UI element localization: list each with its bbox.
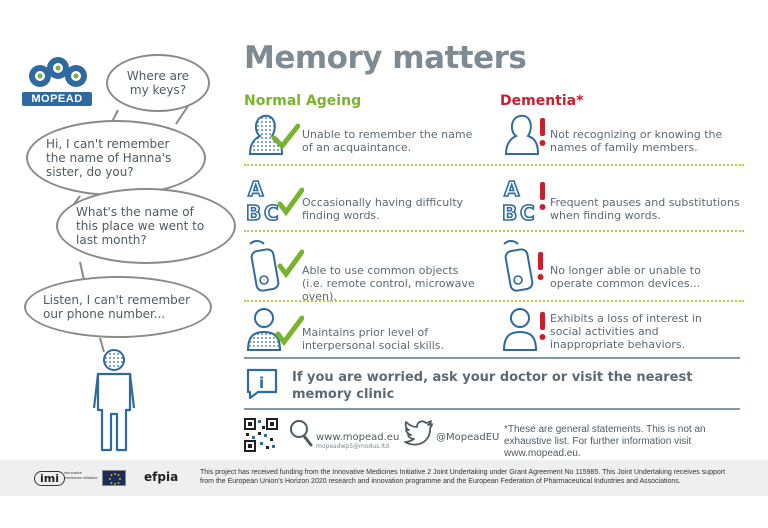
worry-message: If you are worried, ask your doctor or visit the nearest memory clinic (292, 370, 693, 402)
normal-row-1-text: Unable to remember the name of an acquaintance. (302, 128, 473, 154)
svg-text:A: A (248, 177, 264, 201)
social-person-check-icon (244, 304, 304, 352)
svg-text:B: B (246, 201, 262, 224)
email-link[interactable]: mopeadwp5@modus.ltd (316, 443, 390, 450)
banner-bottom-rule (244, 408, 740, 410)
info-bubble-icon (244, 366, 280, 400)
dementia-row-4-text: Exhibits a loss of interest in social activities and inappropriate behaviors. (550, 312, 702, 351)
svg-text:B: B (502, 201, 518, 224)
funding-statement: This project has received funding from the Innovative Medicines Initiative 2 Joint Undertaking under Grant Agreement No 115985. This Joint Undertaking receives support from the European Union's Horizon 2020 research and innovation programme and the European Federation of Pharmaceutical Industries and Associations. (200, 469, 726, 485)
dementia-row-3-text: No longer able or unable to operate common devices... (550, 264, 701, 290)
dementia-heading: Dementia* (500, 93, 584, 109)
row-divider-1 (244, 164, 744, 166)
svg-text:i: i (259, 374, 265, 392)
normal-ageing-heading: Normal Ageing (244, 93, 362, 109)
speech-bubble-2: Hi, I can't remember the name of Hanna's sister, do you? (26, 120, 206, 196)
website-link[interactable]: www.mopead.eu mopeadwp5@modus.ltd (316, 432, 400, 450)
normal-row-3-text: Able to use common objects (i.e. remote control, microwave oven). (302, 264, 475, 303)
person-head-alert-icon (500, 112, 550, 156)
qr-code-icon[interactable] (244, 418, 278, 452)
magnifier-search-icon (288, 418, 314, 448)
abc-letters-alert-icon (500, 176, 550, 224)
remote-control-alert-icon (500, 238, 550, 294)
dementia-row-1-text: Not recognizing or knowing the names of family members. (550, 128, 723, 154)
twitter-bird-icon[interactable] (404, 420, 434, 446)
speech-bubble-1: Where are my keys? (106, 54, 210, 112)
svg-text:C: C (520, 201, 535, 224)
speech-bubble-4: Listen, I can't remember our phone number... (24, 276, 212, 338)
twitter-handle-link[interactable]: @MopeadEU (436, 432, 500, 443)
eu-flag-icon (102, 470, 126, 486)
disclaimer-text: *These are general statements. This is not an exhaustive list. For further information visit www.mopead.eu. (504, 424, 706, 459)
person-head-check-icon (244, 112, 300, 156)
social-person-alert-icon (500, 304, 550, 352)
page-title: Memory matters (244, 40, 527, 76)
row-divider-3 (244, 300, 744, 302)
normal-row-4-text: Maintains prior level of interpersonal social skills. (302, 326, 444, 352)
efpia-logo: efpia (144, 470, 179, 484)
normal-row-2-text: Occasionally having difficulty finding words. (302, 196, 464, 222)
abc-letters-check-icon (244, 176, 304, 224)
svg-text:C: C (264, 201, 279, 224)
speech-bubble-3: What's the name of this place we went to last month? (56, 188, 236, 264)
dementia-row-2-text: Frequent pauses and substitutions when finding words. (550, 196, 740, 222)
standing-person-icon (84, 348, 144, 458)
remote-control-check-icon (246, 238, 304, 294)
banner-top-rule (244, 357, 740, 359)
row-divider-2 (244, 230, 744, 232)
mopead-logo-text: MOPEAD (22, 92, 92, 106)
svg-text:A: A (504, 177, 520, 201)
imi-logo: imi innovative medicines initiative (34, 469, 65, 487)
